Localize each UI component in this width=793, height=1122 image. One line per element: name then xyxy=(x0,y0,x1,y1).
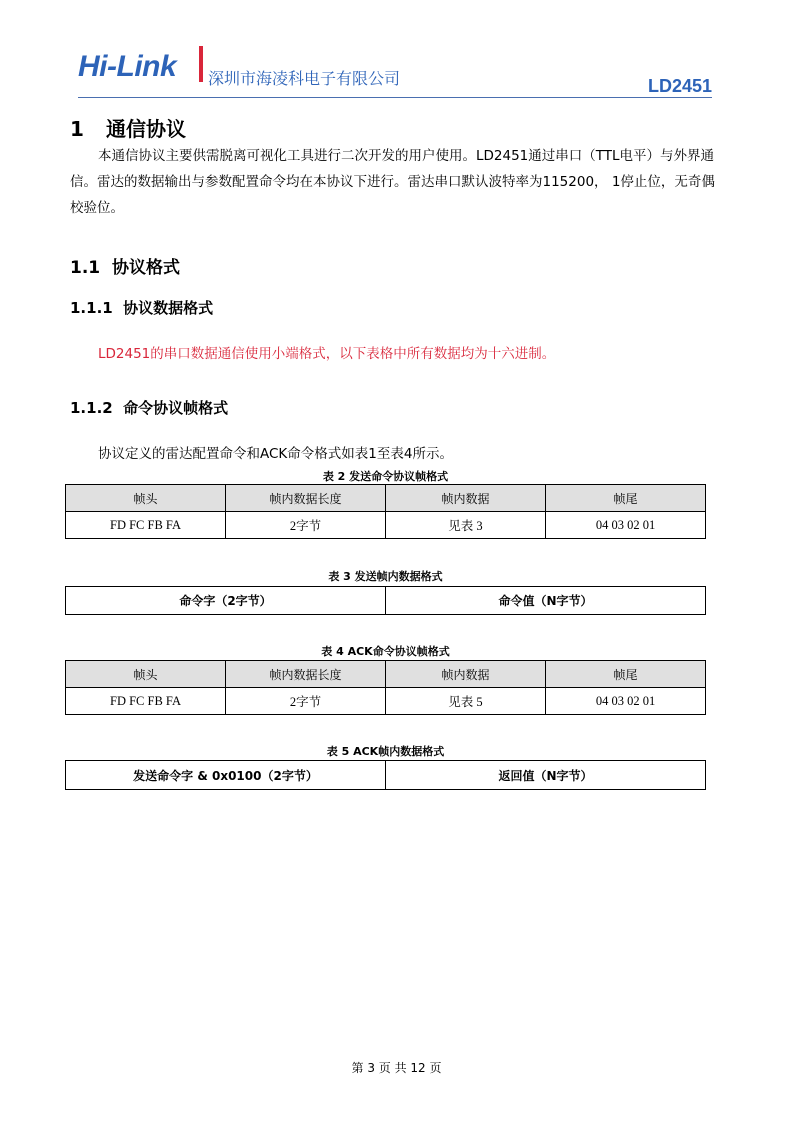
endianness-note: LD2451的串口数据通信使用小端格式，以下表格中所有数据均为十六进制。 xyxy=(98,346,556,362)
table-cell: 04 03 02 01 xyxy=(546,688,706,715)
section-title: 协议格式 xyxy=(111,258,180,278)
table-cell: 04 03 02 01 xyxy=(546,512,706,539)
header-cell: 帧内数据长度 xyxy=(226,485,386,512)
table-4-caption: 表 4 ACK命令协议帧格式 xyxy=(321,645,450,658)
table-3 xyxy=(65,586,706,615)
table-header-row xyxy=(66,661,706,688)
product-model: LD2451 xyxy=(647,76,712,96)
logo-divider xyxy=(199,46,203,82)
header-cell: 帧尾 xyxy=(546,661,706,688)
table-cell: FD FC FB FA xyxy=(66,688,226,715)
table-cell: 命令值（N字节） xyxy=(386,587,706,615)
header-cell: 帧内数据 xyxy=(386,661,546,688)
section-1-1-1-heading xyxy=(70,297,213,318)
company-logo: Hi-Link xyxy=(78,50,177,83)
section-title: 命令协议帧格式 xyxy=(123,399,229,417)
section-title: 通信协议 xyxy=(106,117,186,141)
table-5-caption: 表 5 ACK帧内数据格式 xyxy=(326,745,445,758)
header-cell: 帧尾 xyxy=(546,485,706,512)
header-cell: 帧头 xyxy=(66,661,226,688)
section-1-paragraph: 本通信协议主要供需脱离可视化工具进行二次开发的用户使用。LD2451通过串口（TTL电平）与外界通信。雷达的数据输出与参数配置命令均在本协议下进行。雷达串口默认波特率为115200， 1停止位，无奇偶校验位。 xyxy=(70,148,715,216)
section-number: 1.1.2 xyxy=(70,399,113,417)
header-rule xyxy=(78,97,712,98)
header-cell: 帧头 xyxy=(66,485,226,512)
table-4 xyxy=(65,660,706,715)
header-cell: 帧内数据 xyxy=(386,485,546,512)
tables-intro: 协议定义的雷达配置命令和ACK命令格式如表1至表4所示。 xyxy=(98,446,453,462)
table-cell: 返回值（N字节） xyxy=(386,761,706,790)
section-1-1-heading xyxy=(70,253,180,278)
page-number: 第 3 页 共 12 页 xyxy=(351,1061,442,1075)
section-1-1-2-heading xyxy=(70,397,228,418)
section-number: 1 xyxy=(70,117,84,141)
table-cell: FD FC FB FA xyxy=(66,512,226,539)
table-row xyxy=(66,688,706,715)
section-title: 协议数据格式 xyxy=(123,299,214,317)
table-header-row xyxy=(66,485,706,512)
table-2-caption: 表 2 发送命令协议帧格式 xyxy=(322,470,449,483)
section-number: 1.1 xyxy=(70,258,101,278)
section-number: 1.1.1 xyxy=(70,299,113,317)
table-cell: 命令字（2字节） xyxy=(66,587,386,615)
table-cell: 2字节 xyxy=(226,688,386,715)
page-header xyxy=(78,44,712,98)
table-row xyxy=(66,512,706,539)
table-cell: 2字节 xyxy=(226,512,386,539)
section-1-heading xyxy=(70,113,186,142)
table-3-caption: 表 3 发送帧内数据格式 xyxy=(328,570,443,583)
table-cell: 发送命令字 & 0x0100（2字节） xyxy=(66,761,386,790)
table-cell: 见表 5 xyxy=(386,688,546,715)
table-row xyxy=(66,761,706,790)
company-name: 深圳市海凌科电子有限公司 xyxy=(208,69,401,88)
table-2 xyxy=(65,484,706,539)
header-cell: 帧内数据长度 xyxy=(226,661,386,688)
table-5 xyxy=(65,760,706,790)
table-row xyxy=(66,587,706,615)
table-cell: 见表 3 xyxy=(386,512,546,539)
